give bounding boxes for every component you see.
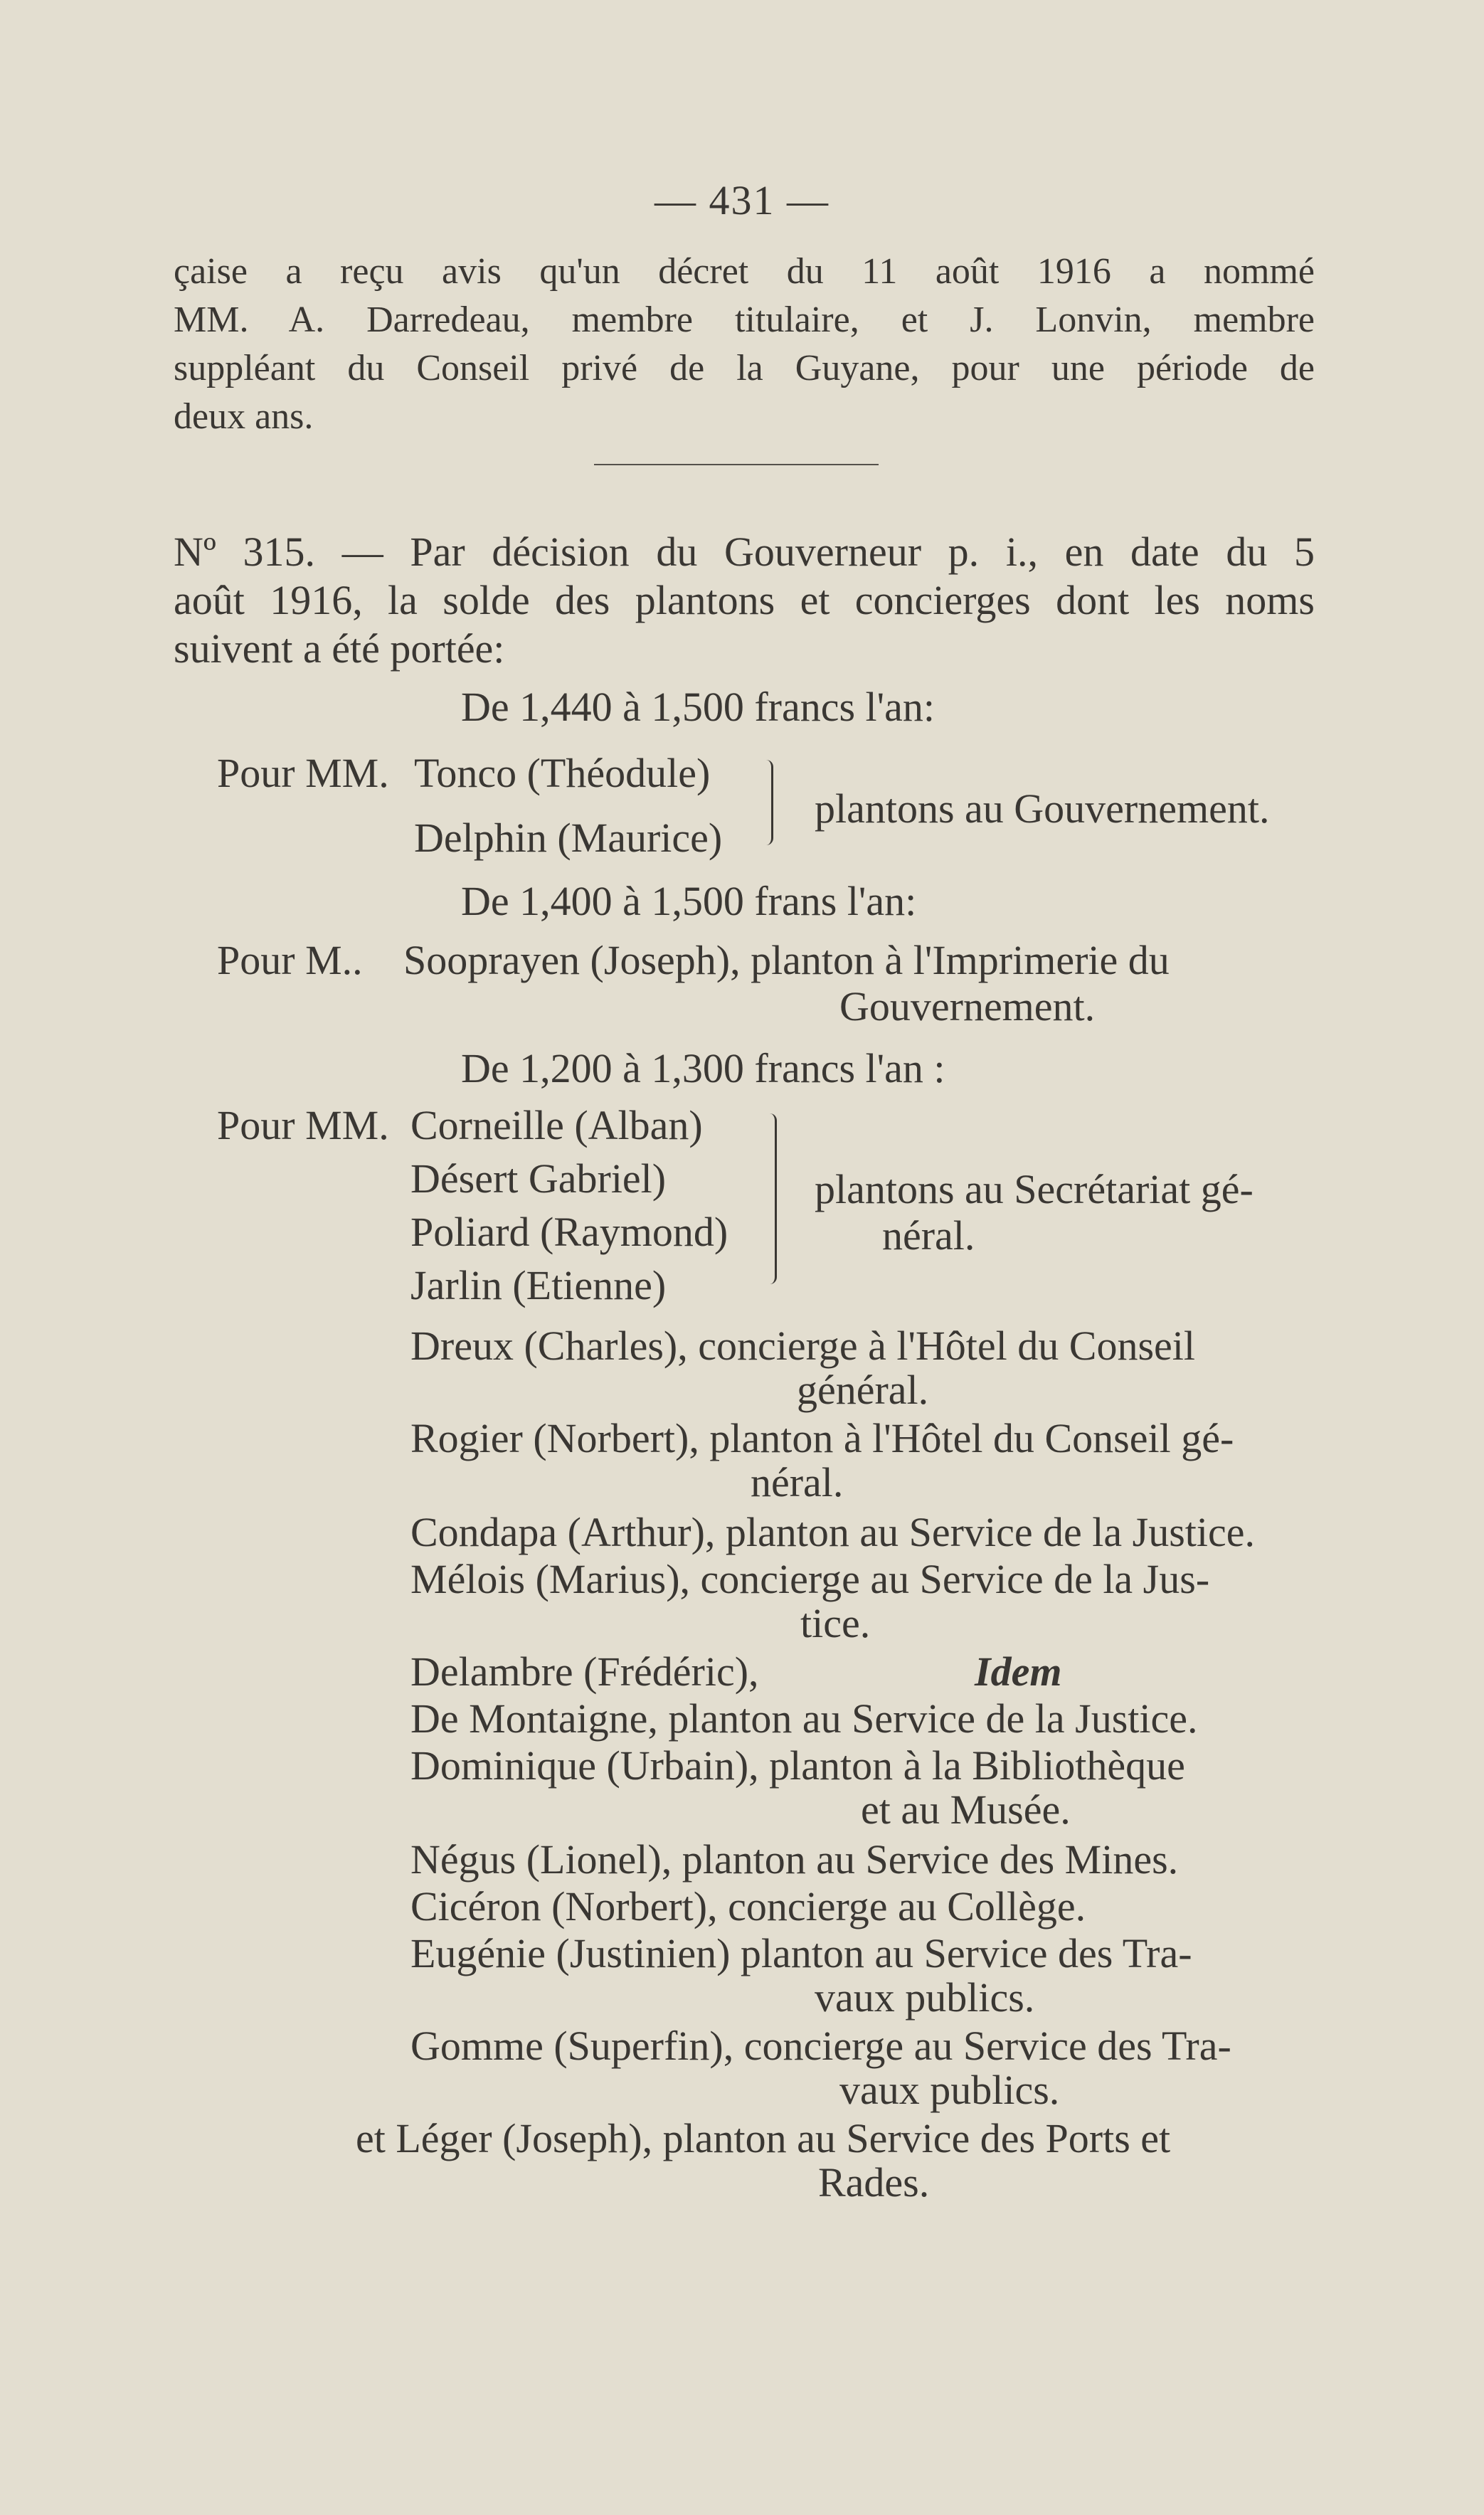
decree-paragraph bbox=[174, 248, 1315, 441]
salary-heading: De 1,200 à 1,300 francs l'an : bbox=[461, 1045, 945, 1091]
recipient-entry: Eugénie (Justinien) planton au Service des Tra- bbox=[410, 1930, 1192, 1976]
paragraph-line: suppléant du Conseil privé de la Guyane, pour une période de bbox=[174, 348, 1315, 388]
recipient-entry-continuation: tice. bbox=[800, 1600, 871, 1646]
recipient-entry-continuation: Gouvernement. bbox=[839, 983, 1096, 1029]
recipient-entry: Delambre (Frédéric), bbox=[410, 1648, 759, 1695]
page-number: — 431 — bbox=[654, 177, 830, 223]
salary-heading: De 1,440 à 1,500 francs l'an: bbox=[461, 684, 935, 730]
paragraph-line: Nº 315. — Par décision du Gouverneur p. i., en date du 5 bbox=[174, 529, 1315, 575]
recipient-entry: Cicéron (Norbert), concierge au Collège. bbox=[410, 1883, 1086, 1929]
recipient-role-continuation: néral. bbox=[882, 1212, 975, 1259]
recipient-entry-continuation: Rades. bbox=[818, 2159, 930, 2206]
recipient-name: Tonco (Théodule) bbox=[414, 750, 711, 796]
paragraph-line: MM. A. Darredeau, membre titulaire, et J. Lonvin, membre bbox=[174, 300, 1315, 340]
recipient-entry: Condapa (Arthur), planton au Service de la Justice. bbox=[410, 1509, 1256, 1555]
recipient-role: plantons au Secrétariat gé- bbox=[815, 1166, 1254, 1212]
paragraph-line: çaise a reçu avis qu'un décret du 11 août 1916 a nommé bbox=[174, 251, 1315, 292]
recipient-prefix: Pour MM. bbox=[217, 1102, 389, 1148]
recipient-name: Jarlin (Etienne) bbox=[410, 1262, 667, 1308]
recipient-entry-continuation: vaux publics. bbox=[839, 2067, 1060, 2113]
recipient-entry: Rogier (Norbert), planton à l'Hôtel du Conseil gé- bbox=[410, 1415, 1234, 1461]
recipient-prefix: Pour M.. bbox=[217, 937, 363, 983]
recipient-entry: Négus (Lionel), planton au Service des Mines. bbox=[410, 1836, 1179, 1883]
section-divider bbox=[594, 464, 879, 465]
paragraph-line: suivent a été portée: bbox=[174, 625, 505, 672]
recipient-entry: Sooprayen (Joseph), planton à l'Imprimerie du bbox=[403, 937, 1170, 983]
grouping-brace bbox=[765, 1113, 777, 1284]
paragraph-line: août 1916, la solde des plantons et concierges dont les noms bbox=[174, 577, 1315, 623]
recipient-entry: De Montaigne, planton au Service de la Justice. bbox=[410, 1695, 1198, 1742]
decision-paragraph bbox=[174, 528, 1315, 673]
recipient-entry: Dreux (Charles), concierge à l'Hôtel du Conseil bbox=[410, 1323, 1195, 1369]
recipient-entry-continuation: et au Musée. bbox=[861, 1786, 1071, 1833]
recipient-entry-continuation: vaux publics. bbox=[815, 1974, 1035, 2021]
recipient-entry: Mélois (Marius), concierge au Service de la Jus- bbox=[410, 1556, 1210, 1602]
recipient-role: plantons au Gouvernement. bbox=[815, 785, 1270, 832]
recipient-prefix: Pour MM. bbox=[217, 750, 389, 796]
grouping-brace bbox=[761, 760, 773, 845]
recipient-name: Désert Gabriel) bbox=[410, 1155, 667, 1202]
recipient-entry: Gomme (Superfin), concierge au Service des Tra- bbox=[410, 2023, 1231, 2069]
recipient-name: Poliard (Raymond) bbox=[410, 1209, 728, 1255]
paragraph-line: deux ans. bbox=[174, 396, 314, 437]
recipient-name: Corneille (Alban) bbox=[410, 1102, 703, 1148]
salary-heading: De 1,400 à 1,500 frans l'an: bbox=[461, 878, 917, 924]
recipient-name: Delphin (Maurice) bbox=[414, 815, 723, 861]
recipient-entry: et Léger (Joseph), planton au Service des Ports et bbox=[356, 2115, 1171, 2161]
recipient-entry-continuation: général. bbox=[797, 1367, 929, 1413]
recipient-entry: Dominique (Urbain), planton à la Bibliothèque bbox=[410, 1742, 1185, 1789]
recipient-entry-continuation: néral. bbox=[751, 1459, 844, 1505]
idem-mark: Idem bbox=[975, 1648, 1062, 1695]
